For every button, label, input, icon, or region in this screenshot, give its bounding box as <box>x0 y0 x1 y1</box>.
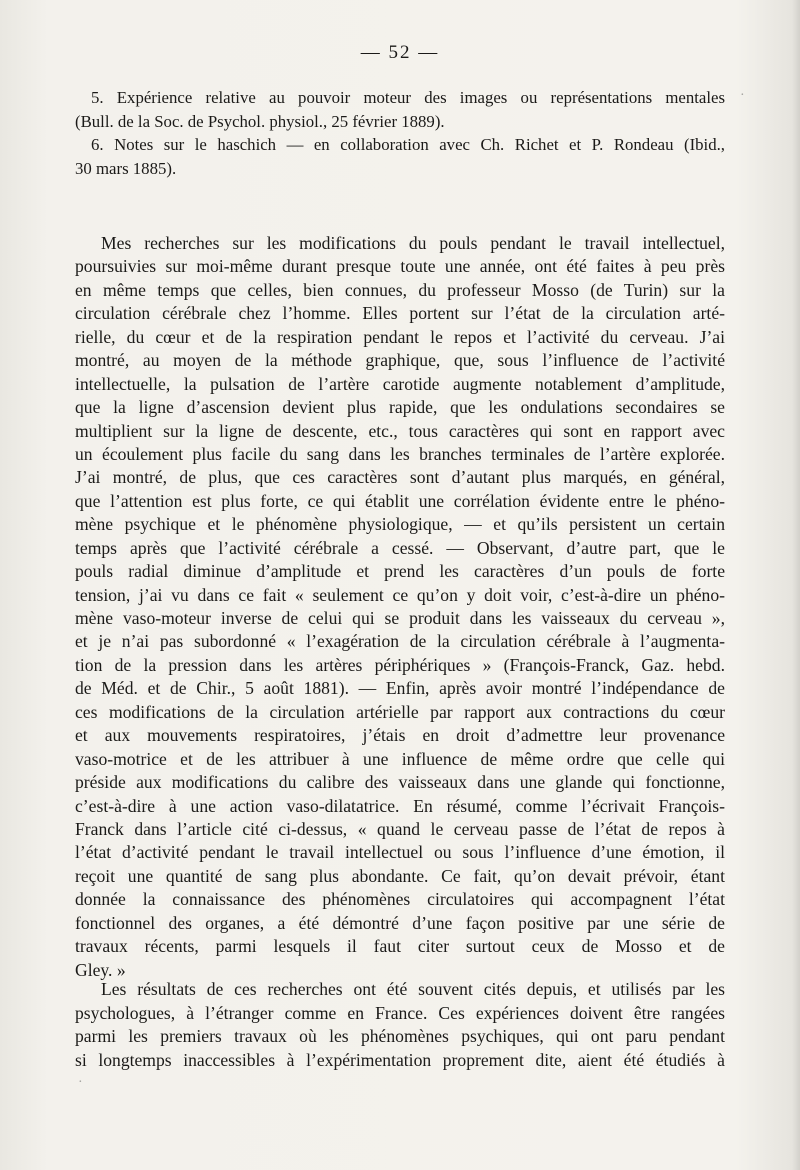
text-line: temps après que l’activité cérébrale a cessé. — Observant, d’autre part, que le <box>75 537 725 558</box>
text-line: que la ligne d’ascension devient plus rapide, que les ondulations secondaires se <box>75 397 725 418</box>
references-list <box>75 86 725 180</box>
text-line: ces modifications de la circulation artérielle par rapport aux contractions du cœur <box>75 701 725 722</box>
text-line: tion de la pression dans les artères périphériques » (François-Franck, Gaz. hebd. <box>75 654 725 675</box>
text-line: circulation cérébrale chez l’homme. Elles portent sur l’état de la circulation arté- <box>75 303 725 324</box>
text-line: et aux mouvements respiratoires, j’étais en droit d’admettre leur provenance <box>75 725 725 746</box>
text-line: si longtemps inaccessibles à l’expérimentation proprement dite, aient été étudiés à <box>75 1049 725 1070</box>
text-line: vaso-motrice et de les attribuer à une influence de même ordre que celle qui <box>75 748 725 769</box>
text-line: c’est-à-dire à une action vaso-dilatatrice. En résumé, comme l’écrivait François- <box>75 795 725 816</box>
text-line: Gley. » <box>75 959 126 980</box>
text-line: Les résultats de ces recherches ont été souvent cités depuis, et utilisés par les <box>101 979 725 999</box>
text-line: donnée la connaissance des phénomènes circulatoires qui accompagnent l’état <box>75 889 725 910</box>
text-line: intellectuelle, la pulsation de l’artère carotide augmente notablement d’amplitude, <box>75 373 725 394</box>
text-line: Franck dans l’article cité ci-dessus, « quand le cerveau passe de l’état de repos à <box>75 818 725 839</box>
closing-paragraph <box>75 978 725 1072</box>
text-line: poursuivies sur moi-même durant presque toute une année, ont été faites à peu près <box>75 256 725 277</box>
main-paragraph <box>75 232 725 982</box>
text-line: pouls radial diminue d’amplitude et prend les caractères d’un pouls de forte <box>75 561 725 582</box>
reference-line: 6. Notes sur le haschich — en collaboration avec Ch. Richet et P. Rondeau (Ibid., <box>91 135 725 154</box>
text-line: préside aux modifications du calibre des vaisseaux dans une glande qui fonctionne, <box>75 772 725 793</box>
text-line: fonctionnel des organes, a été démontré d’une façon positive par une série de <box>75 912 725 933</box>
page-edge-shadow <box>792 0 800 1170</box>
reference-line: 30 mars 1885). <box>75 158 177 178</box>
text-line: que l’attention est plus forte, ce qui établit une corrélation évidente entre le phéno- <box>75 490 725 511</box>
text-line: psychologues, à l’étranger comme en France. Ces expériences doivent être rangées <box>75 1002 725 1023</box>
margin-dot-mark: · <box>78 1075 83 1090</box>
text-line: montré, au moyen de la méthode graphique, que, sous l’influence de l’activité <box>75 350 725 371</box>
margin-dot-mark: · <box>740 88 745 103</box>
reference-line: (Bull. de la Soc. de Psychol. physiol., 25 février 1889). <box>75 111 445 131</box>
text-line: parmi les premiers travaux où les phénomènes psychiques, qui ont paru pendant <box>75 1026 725 1047</box>
text-line: un écoulement plus facile du sang dans les branches terminales de l’artère explorée. <box>75 443 725 464</box>
text-line: Mes recherches sur les modifications du pouls pendant le travail intellectuel, <box>101 233 725 253</box>
text-line: reçoit une quantité de sang plus abondante. Ce fait, qu’on devait prévoir, étant <box>75 865 725 886</box>
text-line: de Méd. et de Chir., 5 août 1881). — Enfin, après avoir montré l’indépendance de <box>75 678 725 699</box>
text-line: rielle, du cœur et de la respiration pendant le repos et l’activité du cerveau. J’ai <box>75 326 725 347</box>
page-number: — 52 — <box>360 42 440 63</box>
text-line: J’ai montré, de plus, que ces caractères sont d’autant plus marqués, en général, <box>75 467 725 488</box>
text-line: multiplient sur la ligne de descente, etc., tous caractères qui sont en rapport avec <box>75 420 725 441</box>
text-line: mène psychique et le phénomène physiologique, — et qu’ils persistent un certain <box>75 514 725 535</box>
text-line: l’état d’activité pendant le travail intellectuel ou sous l’influence d’une émotion, il <box>75 842 725 863</box>
text-line: mène vaso-moteur inverse de celui qui se produit dans les vaisseaux du cerveau », <box>75 608 725 628</box>
text-line: en même temps que celles, bien connues, du professeur Mosso (de Turin) sur la <box>75 279 725 300</box>
text-line: travaux récents, parmi lesquels il faut citer surtout ceux de Mosso et de <box>75 936 725 957</box>
text-line: et je n’ai pas subordonné « l’exagération de la circulation cérébrale à l’augmenta- <box>75 631 725 652</box>
reference-line: 5. Expérience relative au pouvoir moteur des images ou représentations mentales <box>91 88 725 107</box>
text-line: tension, j’ai vu dans ce fait « seulement ce qu’on y doit voir, c’est-à-dire un phéno- <box>75 584 725 605</box>
